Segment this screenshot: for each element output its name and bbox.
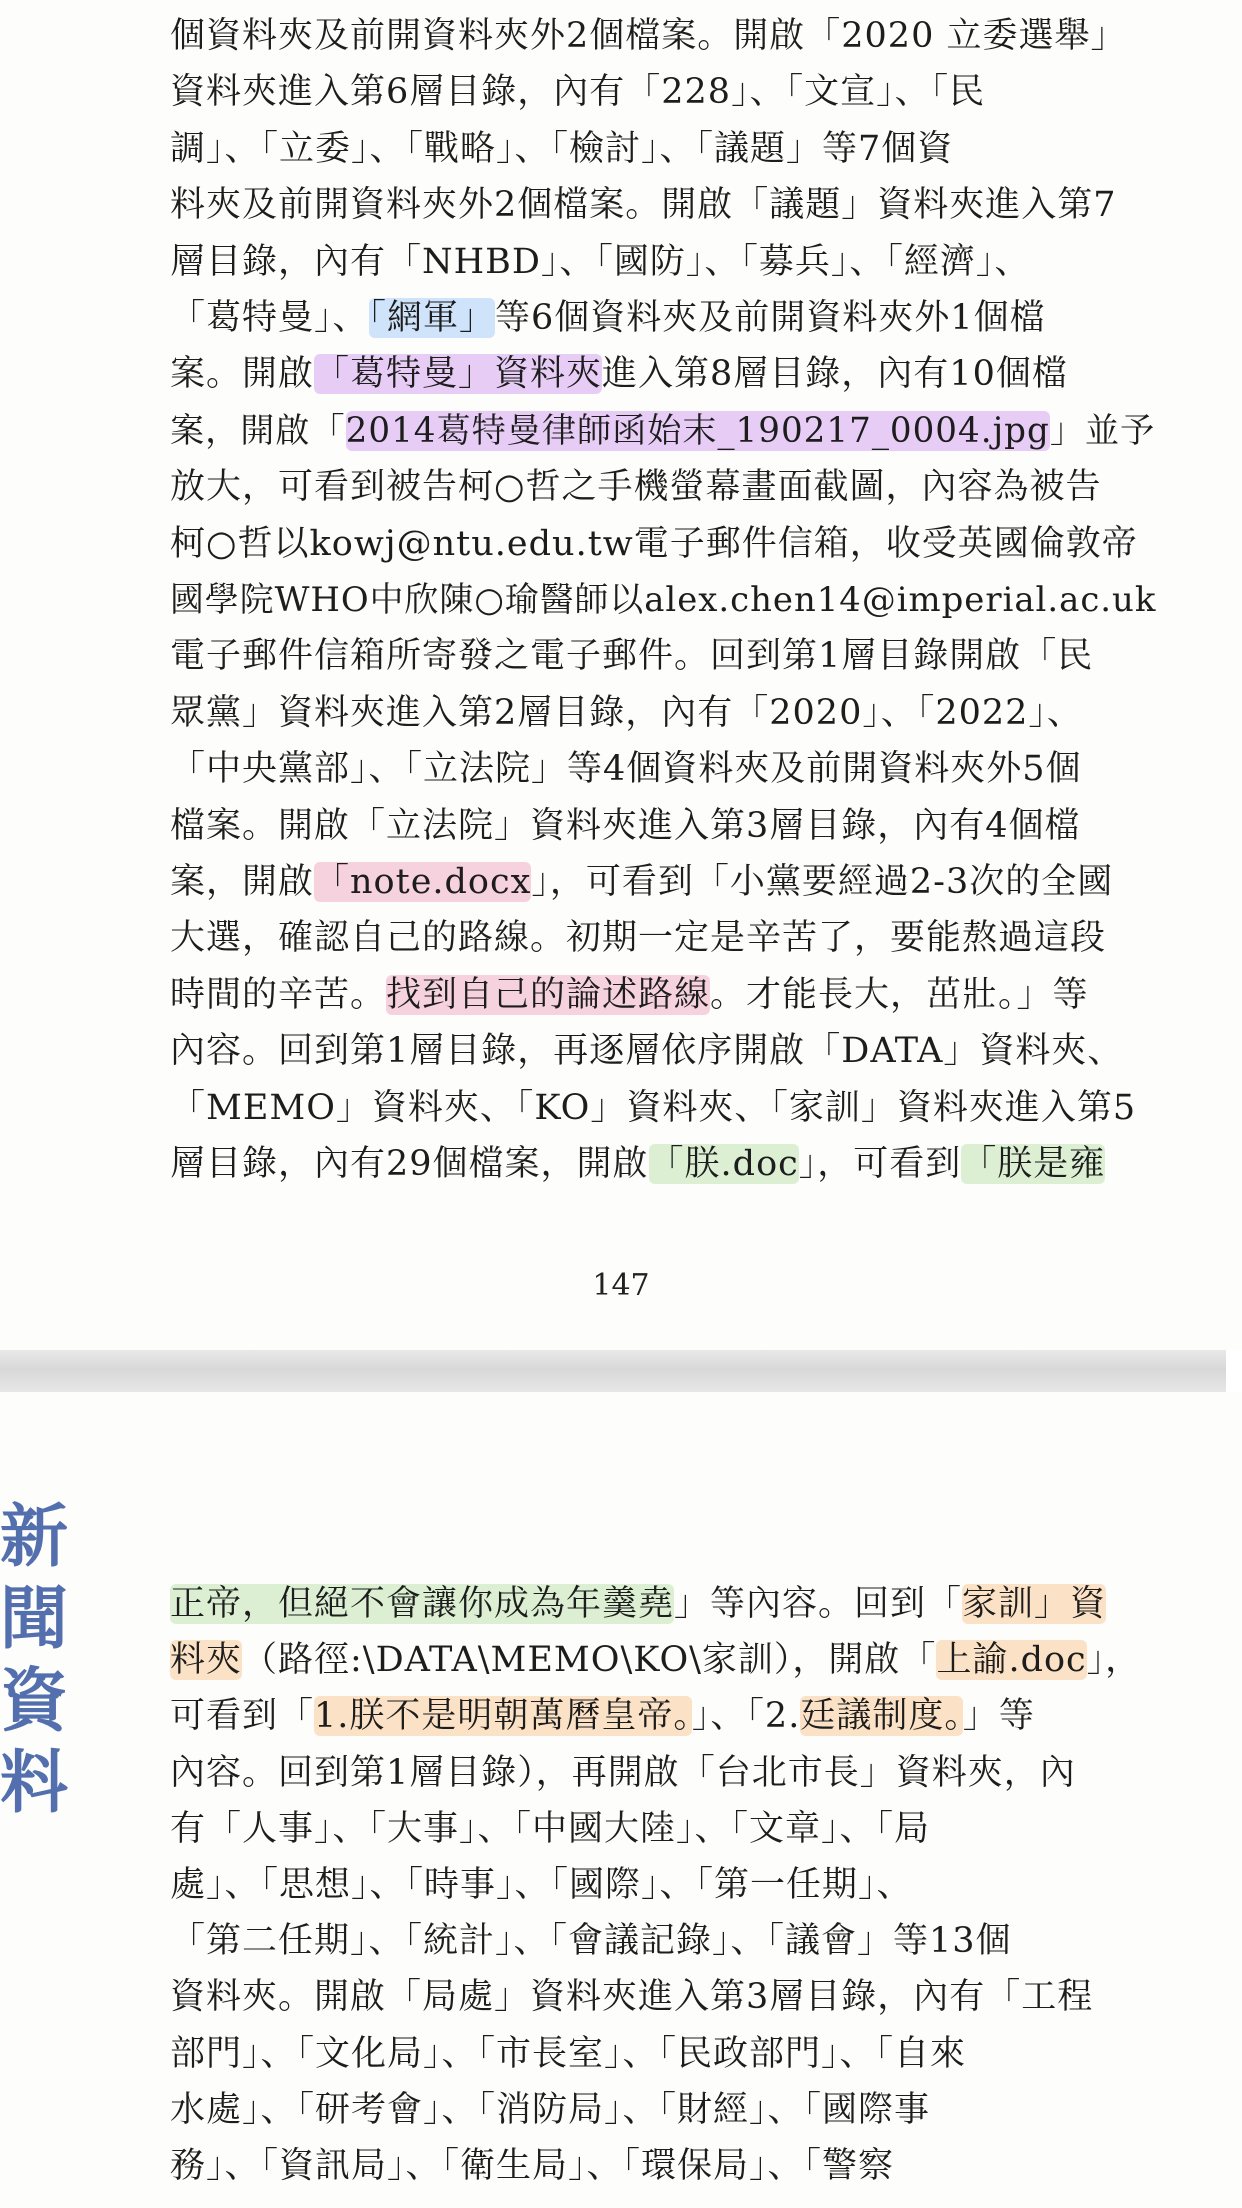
highlighted-text: 2014葛特曼律師函始末_190217_0004.jpg [345,410,1050,451]
text-segment: 層目錄，內有29個檔案，開啟 [170,1144,649,1184]
text-segment: 」，可看到「小黨要經過2-3次的全國 [531,862,1114,902]
text-segment: 電子郵件信箱所寄發之電子郵件。回到第1層目錄開啟「民 [170,636,1094,677]
text-segment: 資料夾。開啟「局處」資料夾進入第3層目錄，內有「工程 [170,1977,1094,2018]
page-separator-edge [1226,1350,1242,1392]
text-line [170,459,1102,515]
highlighted-text: 「朕.doc [648,1144,799,1184]
text-line [170,910,1106,966]
text-line [170,177,1117,233]
text-segment: 時間的辛苦。 [170,974,387,1015]
text-segment: 案。開啟 [170,354,315,395]
text-line [170,1801,930,1857]
text-line [170,572,1156,628]
highlighted-text: 「網軍」 [368,298,496,338]
text-line [170,1745,1076,1801]
text-segment: 「中央黨部」、「立法院」等4個資料夾及前開資料夾外5個 [170,749,1082,790]
text-segment: 層目錄，內有「NHBD」、「國防」、「募兵」、「經濟」、 [170,241,1031,282]
text-segment: 「葛特曼」、 [170,298,369,338]
text-line [170,1080,1136,1136]
text-segment: 水處」、「研考會」、「消防局」、「財經」、「國際事 [170,2089,931,2130]
text-segment: 務」、「資訊局」、「衛生局」、「環保局」、「警察 [170,2146,895,2186]
text-segment: （路徑:\DATA\MEMO\KO\家訓），開啟「 [242,1640,937,1681]
text-segment: 案，開啟「 [170,410,346,451]
highlighted-text: 找到自己的論述路線 [386,974,711,1015]
text-line [170,403,1155,459]
highlighted-text: 1.朕不是明朝萬曆皇帝。 [314,1696,692,1737]
text-segment: 資料夾進入第6層目錄，內有「228」、「文宣」、「民 [170,72,986,113]
highlighted-text: 正帝，但絕不會讓你成為年羹堯 [170,1584,675,1624]
text-line [170,1969,1093,2025]
text-segment: 內容。回到第1層目錄，再逐層依序開啟「DATA」資料夾、 [170,1031,1124,1072]
text-line [170,2082,930,2138]
text-segment: 料夾及前開資料夾外2個檔案。開啟「議題」資料夾進入第7 [170,185,1117,226]
text-segment: 」，可看到 [798,1144,962,1184]
text-segment: 有「人事」、「大事」、「中國大陸」、「文章」、「局 [170,1808,931,1849]
text-line [170,741,1082,797]
text-segment: 眾黨」資料夾進入第2層目錄，內有「2020」、「2022」、 [170,692,1083,733]
highlighted-text: 「葛特曼」資料夾 [314,354,603,395]
text-line [170,2138,894,2194]
text-line [170,1688,1035,1744]
text-segment: 可看到「 [170,1696,315,1737]
text-line [170,1913,1012,1969]
text-segment: 國學院WHO中欣陳○瑜醫師以alex.chen14@imperial.ac.uk [170,580,1157,619]
text-line [170,8,1126,64]
text-segment: 」等 [962,1696,1035,1737]
text-segment: 。才能長大，茁壯。」等 [710,974,1089,1015]
text-segment: 部門」、「文化局」、「市長室」、「民政部門」、「自來 [170,2033,967,2074]
text-segment: 」並予 [1049,410,1156,451]
text-line [170,121,953,177]
text-segment: 「MEMO」資料夾、「KO」資料夾、「家訓」資料夾進入第5 [170,1087,1137,1128]
highlighted-text: 「朕是雍 [961,1144,1106,1184]
text-line [170,1857,913,1913]
highlighted-text: 料夾 [170,1640,243,1681]
document-page-bottom [0,1392,1242,2208]
text-segment: 內容。回到第1層目錄），再開啟「台北市長」資料夾，內 [170,1752,1076,1793]
text-segment: 等6個資料夾及前開資料夾外1個檔 [495,298,1046,338]
text-segment: 」等內容。回到「 [674,1584,963,1624]
text-line [170,346,1068,402]
stamp-character: 料 [0,1743,69,1823]
highlighted-text: 家訓」資 [962,1584,1107,1624]
highlighted-text: 廷議制度。 [800,1696,963,1737]
text-line [170,798,1081,854]
stamp-character: 聞 [0,1579,69,1659]
text-line [170,290,1046,346]
text-line [170,1023,1123,1079]
text-segment: 進入第8層目錄，內有10個檔 [602,354,1068,395]
text-line [170,854,1113,910]
text-line [170,2026,966,2082]
page-separator [0,1350,1242,1392]
text-segment: 柯○哲以kowj@ntu.edu.tw電子郵件信箱，收受英國倫敦帝 [170,523,1138,564]
stamp-character: 新 [0,1497,69,1577]
news-material-stamp [0,1496,82,1824]
highlighted-text: 上諭.doc [936,1640,1087,1681]
text-line [170,685,1083,741]
text-segment: 檔案。開啟「立法院」資料夾進入第3層目錄，內有4個檔 [170,805,1081,846]
text-segment: 個資料夾及前開資料夾外2個檔案。開啟「2020 立委選舉」 [170,16,1127,56]
text-segment: 放大，可看到被告柯○哲之手機螢幕畫面截圖，內容為被告 [170,467,1102,508]
stamp-character: 資 [0,1661,69,1741]
text-segment: 大選，確認自己的路線。初期一定是辛苦了，要能熬過這段 [170,918,1107,959]
text-line [170,1136,1105,1192]
text-line [170,64,985,120]
text-segment: 」， [1086,1640,1142,1681]
page-number: 147 [592,1268,650,1303]
text-line [170,967,1089,1023]
text-line [170,516,1138,572]
highlighted-text: 「note.docx [314,862,532,902]
text-line [170,234,1030,290]
text-segment: 「第二任期」、「統計」、「會議記錄」、「議會」等13個 [170,1921,1012,1962]
text-segment: 」、「2. [691,1696,801,1737]
text-line [170,1632,1141,1688]
text-segment: 調」、「立委」、「戰略」、「檢討」、「議題」等7個資 [170,128,954,169]
text-segment: 案，開啟 [170,862,315,902]
text-segment: 處」、「思想」、「時事」、「國際」、「第一任期」、 [170,1865,913,1905]
text-line [170,1576,1106,1632]
text-line [170,628,1093,684]
